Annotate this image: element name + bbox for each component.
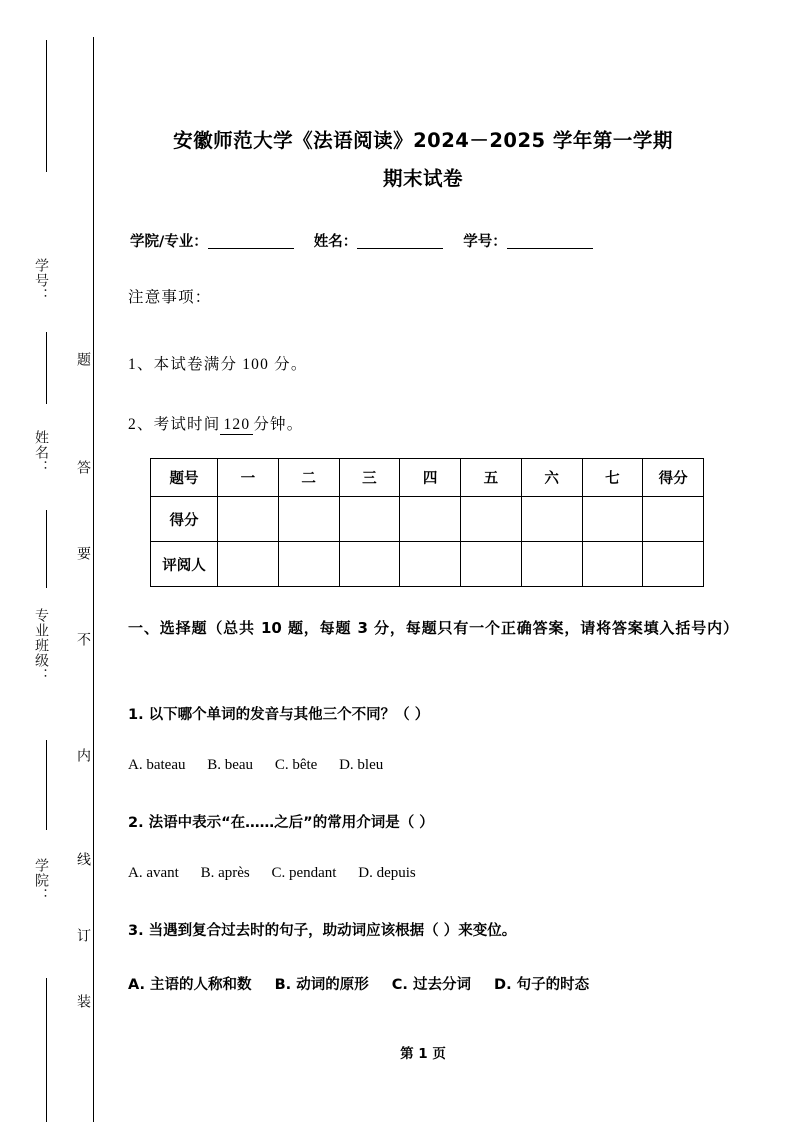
student-info-row (130, 230, 730, 251)
margin-char-xian: 线 (75, 852, 90, 866)
notes-heading: 注意事项： (128, 289, 212, 306)
margin-char-ti: 题 (75, 352, 90, 366)
score-cell-2[interactable] (339, 497, 400, 542)
margin-char-ding: 订 (75, 928, 90, 942)
score-cell-5[interactable] (521, 497, 582, 542)
name-label: 姓名： (313, 234, 358, 250)
margin-char-zhuang: 装 (75, 994, 90, 1008)
reviewer-cell-3[interactable] (400, 542, 461, 587)
reviewer-cell-4[interactable] (461, 542, 522, 587)
note-item-2-prefix: 2、考试时间 (128, 416, 221, 433)
question-1-option-d[interactable]: D. bleu (339, 757, 384, 773)
student-id-label: 学号： (463, 234, 507, 250)
table-row (151, 497, 704, 542)
margin-label-student-id: 学号： (33, 258, 48, 303)
score-table-col-7: 得分 (643, 459, 704, 497)
reviewer-cell-5[interactable] (521, 542, 582, 587)
note-item-2-suffix: 分钟。 (253, 416, 304, 433)
score-table-col-5: 六 (521, 459, 582, 497)
question-2-stem: 2. 法语中表示“在……之后”的常用介词是（ ） (128, 815, 434, 831)
margin-char-yao: 要 (75, 546, 90, 560)
margin-char-nei: 内 (75, 748, 90, 762)
score-cell-1[interactable] (278, 497, 339, 542)
reviewer-cell-2[interactable] (339, 542, 400, 587)
question-3-option-b[interactable]: B. 动词的原形 (274, 977, 369, 993)
score-table-row-label-1: 得分 (151, 497, 218, 542)
note-item-2 (128, 412, 303, 435)
score-table-row-label-0: 题号 (151, 459, 218, 497)
margin-label-name: 姓名： (33, 430, 48, 475)
page-title (130, 122, 716, 198)
score-cell-0[interactable] (218, 497, 279, 542)
college-major-label: 学院/专业： (130, 234, 208, 250)
question-1-option-b[interactable]: B. beau (207, 757, 254, 773)
score-table-row-label-2: 评阅人 (151, 542, 218, 587)
exam-duration-value: 120 (220, 416, 253, 435)
exam-title-line-1: 安徽师范大学《法语阅读》2024－2025 学年第一学期 (173, 129, 673, 152)
question-3-option-c[interactable]: C. 过去分词 (391, 977, 471, 993)
score-table-col-4: 五 (461, 459, 522, 497)
exam-title-line-2: 期末试卷 (382, 167, 463, 190)
score-table-col-2: 三 (339, 459, 400, 497)
question-1-option-a[interactable]: A. bateau (128, 757, 186, 773)
question-3-option-a[interactable]: A. 主语的人称和数 (128, 977, 252, 993)
question-2-option-d[interactable]: D. depuis (358, 865, 416, 881)
margin-label-class: 专业班级： (33, 608, 48, 683)
table-row (151, 542, 704, 587)
score-table (150, 458, 704, 587)
score-cell-3[interactable] (400, 497, 461, 542)
question-2-options (128, 865, 758, 882)
margin-label-college: 学院： (33, 858, 48, 903)
score-cell-6[interactable] (582, 497, 643, 542)
note-item-1: 1、本试卷满分 100 分。 (128, 356, 308, 373)
reviewer-cell-6[interactable] (582, 542, 643, 587)
score-table-col-0: 一 (218, 459, 279, 497)
margin-divider-3 (46, 510, 47, 588)
margin-char-bu: 不 (75, 632, 90, 646)
question-3-option-d[interactable]: D. 句子的时态 (494, 977, 590, 993)
reviewer-cell-0[interactable] (218, 542, 279, 587)
page-number-footer: 第 1 页 (400, 1046, 446, 1062)
margin-divider-4 (46, 740, 47, 830)
score-cell-4[interactable] (461, 497, 522, 542)
margin-divider-5 (46, 978, 47, 1122)
name-input[interactable] (357, 248, 443, 249)
question-1-option-c[interactable]: C. bête (274, 757, 318, 773)
question-2-option-a[interactable]: A. avant (128, 865, 179, 881)
question-1-stem: 1. 以下哪个单词的发音与其他三个不同？（ ） (128, 707, 430, 723)
score-table-col-1: 二 (278, 459, 339, 497)
margin-divider-2 (46, 332, 47, 404)
exam-page-body (94, 0, 793, 1122)
binding-margin (0, 0, 94, 1122)
question-3-options (128, 973, 758, 994)
section-1-heading: 一、选择题（总共 10 题，每题 3 分，每题只有一个正确答案，请将答案填入括号内） (128, 619, 738, 637)
margin-divider-1 (46, 40, 47, 172)
score-table-col-6: 七 (582, 459, 643, 497)
margin-char-da: 答 (75, 460, 90, 474)
reviewer-cell-7[interactable] (643, 542, 704, 587)
student-id-input[interactable] (507, 248, 593, 249)
question-2-option-b[interactable]: B. après (200, 865, 250, 881)
question-1-options (128, 757, 758, 774)
table-row-header (151, 459, 704, 497)
college-major-input[interactable] (208, 248, 294, 249)
score-cell-7[interactable] (643, 497, 704, 542)
reviewer-cell-1[interactable] (278, 542, 339, 587)
score-table-col-3: 四 (400, 459, 461, 497)
question-3-stem: 3. 当遇到复合过去时的句子，助动词应该根据（ ）来变位。 (128, 923, 517, 939)
question-2-option-c[interactable]: C. pendant (271, 865, 337, 881)
